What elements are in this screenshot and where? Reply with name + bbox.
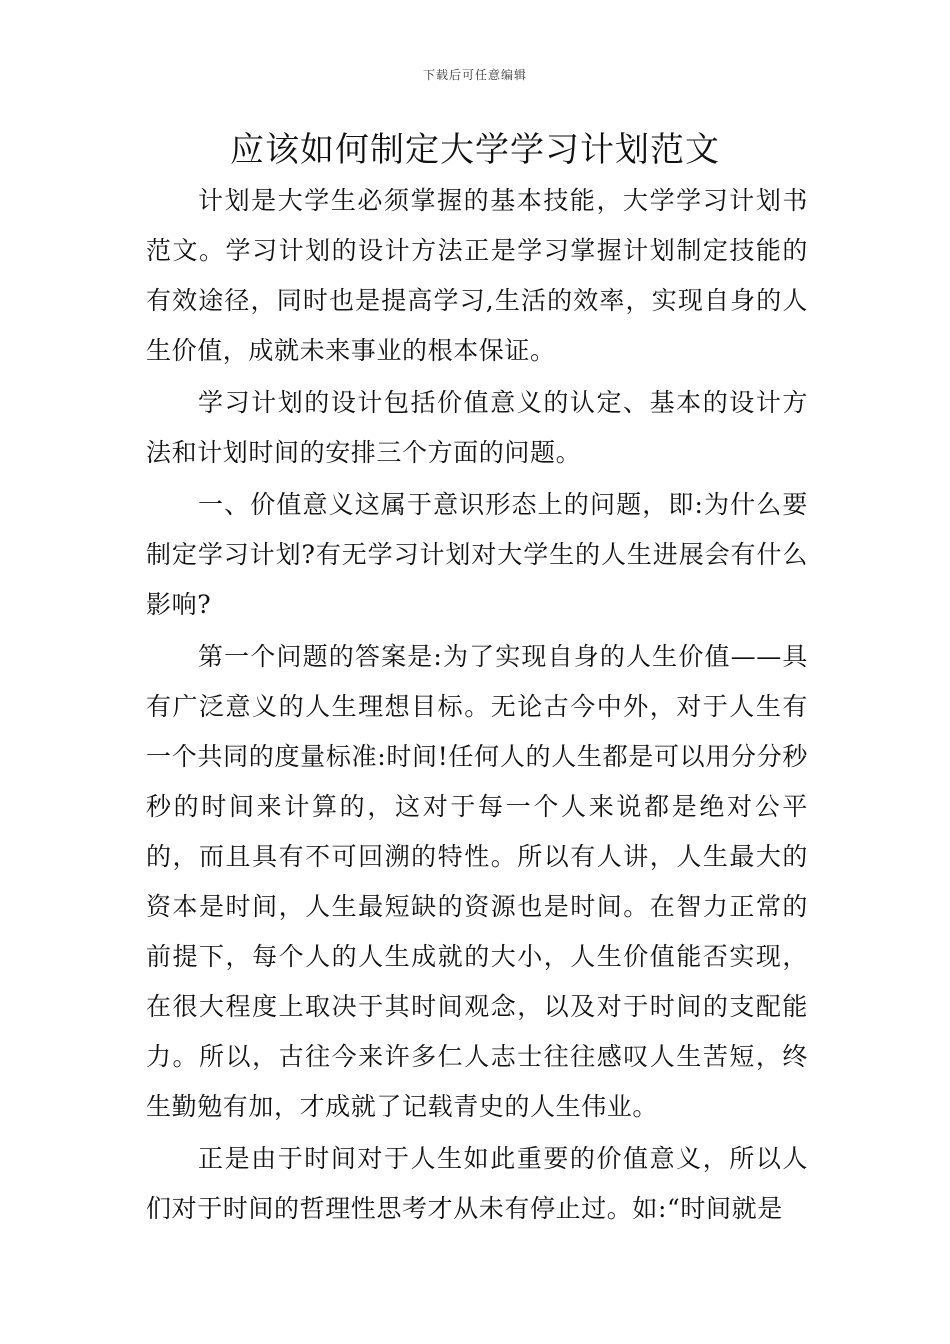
paragraph: 学习计划的设计包括价值意义的认定、基本的设计方法和计划时间的安排三个方面的问题。 bbox=[146, 388, 808, 467]
paragraph: 一、价值意义这属于意识形态上的问题，即:为什么要制定学习计划?有无学习计划对大学生的人生进展会有什么影响? bbox=[146, 490, 808, 619]
header-note: 下载后可任意编辑 bbox=[422, 68, 527, 82]
paragraph: 计划是大学生必须掌握的基本技能，大学学习计划书范文。学习计划的设计方法正是学习掌握计划制定技能的有效途径，同时也是提高学习,生活的效率，实现自身的人生价值，成就未来事业的根本保证。 bbox=[146, 186, 808, 365]
document-title: 应该如何制定大学学习计划范文 bbox=[230, 130, 720, 170]
paragraph: 正是由于时间对于人生如此重要的价值意义，所以人们对于时间的哲理性思考才从未有停止过。如:“时间就是 bbox=[146, 1144, 808, 1223]
document-body bbox=[146, 176, 808, 1236]
paragraph: 第一个问题的答案是:为了实现自身的人生价值——具有广泛意义的人生理想目标。无论古今中外，对于人生有一个共同的度量标准:时间!任何人的人生都是可以用分分秒秒的时间来计算的，这对于每一个人来说都是绝对公平的，而且具有不可回溯的特性。所以有人讲，人生最大的资本是时间，人生最短缺的资源也是时间。在智力正常的前提下，每个人的人生成就的大小，人生价值能否实现，在很大程度上取决于其时间观念，以及对于时间的支配能力。所以，古往今来许多仁人志士往往感叹人生苦短，终生勤勉有加，才成就了记载青史的人生伟业。 bbox=[146, 642, 808, 1121]
